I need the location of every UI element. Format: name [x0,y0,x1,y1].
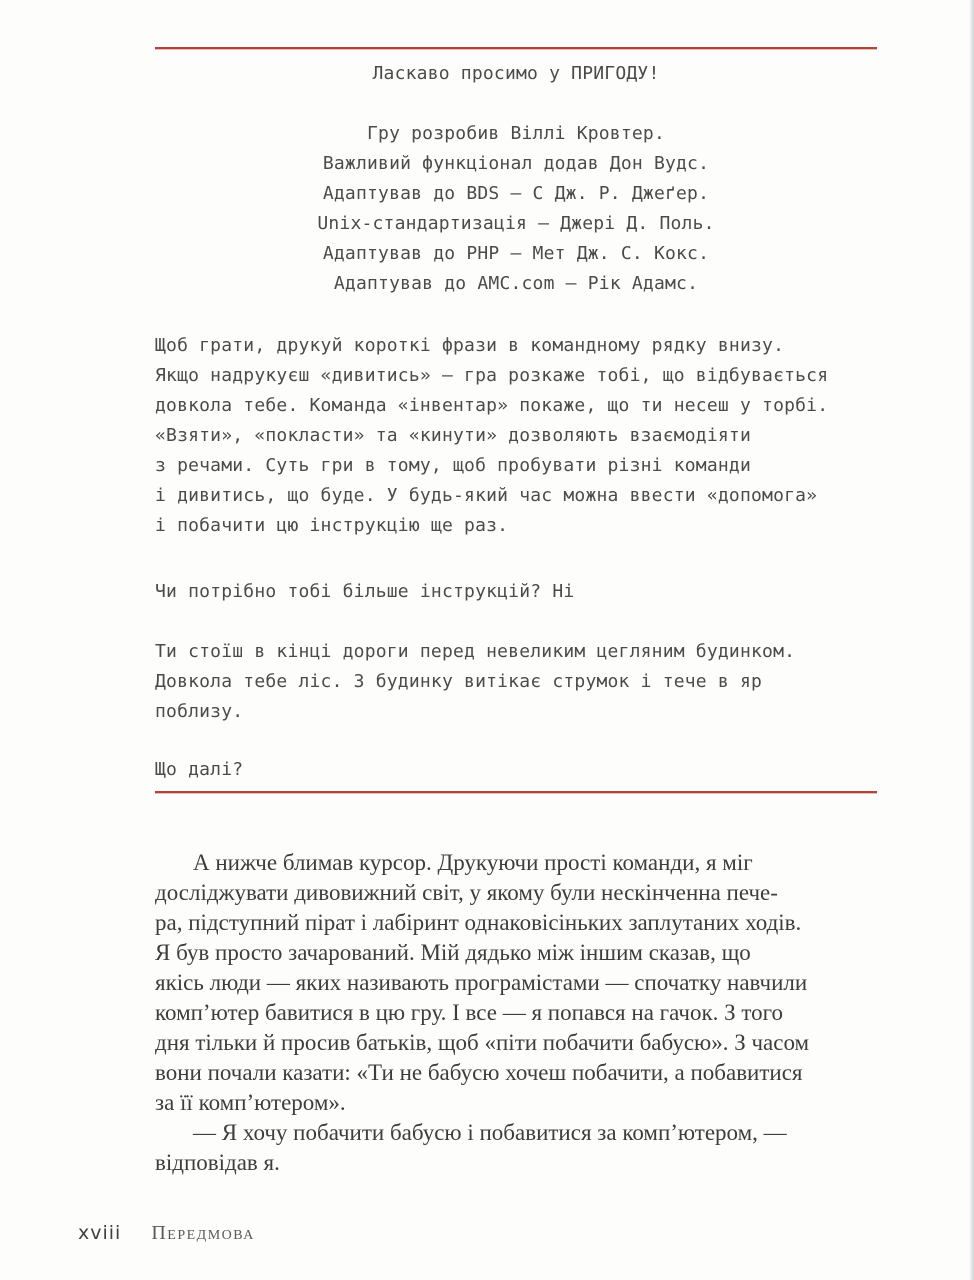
credit-line: Адаптував до BDS — С Дж. Р. Джеґер. [322,183,710,204]
body-line: Я був просто зачарований. Мій дядько між іншим сказав, що [155,940,751,965]
credit-line: Важливий функціонал додав Дон Вудс. [322,153,710,174]
instructions-line: і побачити цю інструкцію ще раз. [155,515,509,536]
credit-line: Адаптував до AMC.com — Рік Адамс. [333,273,699,294]
instructions-line: Якщо надрукуєш «дивитись» — гра розкаже тобі, що відбувається [155,365,829,386]
credit-line: Unix-стандартизація — Джері Д. Поль. [317,213,715,234]
room-description-line: поблизу. [155,701,244,722]
body-line: А нижче блимав курсор. Друкуючи прості команди, я міг [193,850,753,875]
body-line: досліджувати дивовижний світ, у якому були нескінченна пече- [155,880,778,905]
body-line: за її комп’ютером». [155,1090,346,1115]
body-line: дня тільки й просив батьків, щоб «піти побачити бабусю». З часом [155,1030,810,1055]
credit-line: Адаптував до PHP — Мет Дж. С. Кокс. [322,243,710,264]
bottom-rule [155,791,877,793]
transcript-credits [155,119,877,299]
instructions-line: Щоб грати, друкуй короткі фрази в командному рядку внизу. [155,335,785,356]
body-line: якісь люди — яких називають програмістами — спочатку навчили [155,970,808,995]
credit-line: Гру розробив Віллі Кровтер. [367,123,665,144]
top-rule [155,47,877,49]
instructions-line: «Взяти», «покласти» та «кинути» дозволяють взаємодіяти [155,425,751,446]
instructions-line: довкола тебе. Команда «інвентар» покаже, що ти несеш у торбі. [155,395,829,416]
body-line: комп’ютер бавитися в цю гру. І все — я попався на гачок. З того [155,1000,783,1025]
instructions-line: і дивитись, що буде. У будь-який час можна ввести «допомога» [155,485,818,506]
page-number: xviii [78,1222,122,1244]
instructions-line: з речами. Суть гри в тому, щоб пробувати різні команди [155,455,751,476]
page-footer [78,1222,255,1245]
chapter-title: Передмова [151,1222,255,1244]
page-scan-edge [969,0,974,1280]
body-line: відповідав я. [155,1150,280,1175]
room-description-line: Довкола тебе ліс. З будинку витікає струмок і тече в яр [155,671,763,692]
body-line: вони почали казати: «Ти не бабусю хочеш побачити, а побавитися [155,1060,803,1085]
room-description-line: Ти стоїш в кінці дороги перед невеликим цегляним будинком. [155,641,796,662]
transcript-room-description [155,637,877,727]
body-line: ра, підступний пірат і лабіринт однаковісіньких заплутаних ходів. [155,910,802,935]
transcript-prompt-line: Що далі? [155,759,244,780]
transcript-question-line: Чи потрібно тобі більше інструкцій? Ні [155,581,575,602]
transcript-instructions [155,331,877,541]
body-line: — Я хочу побачити бабусю і побавитися за комп’ютером, — [193,1120,787,1145]
body-paragraphs [155,848,877,1178]
transcript-title: Ласкаво просимо у ПРИГОДУ! [372,63,660,84]
page-content [155,0,877,1178]
